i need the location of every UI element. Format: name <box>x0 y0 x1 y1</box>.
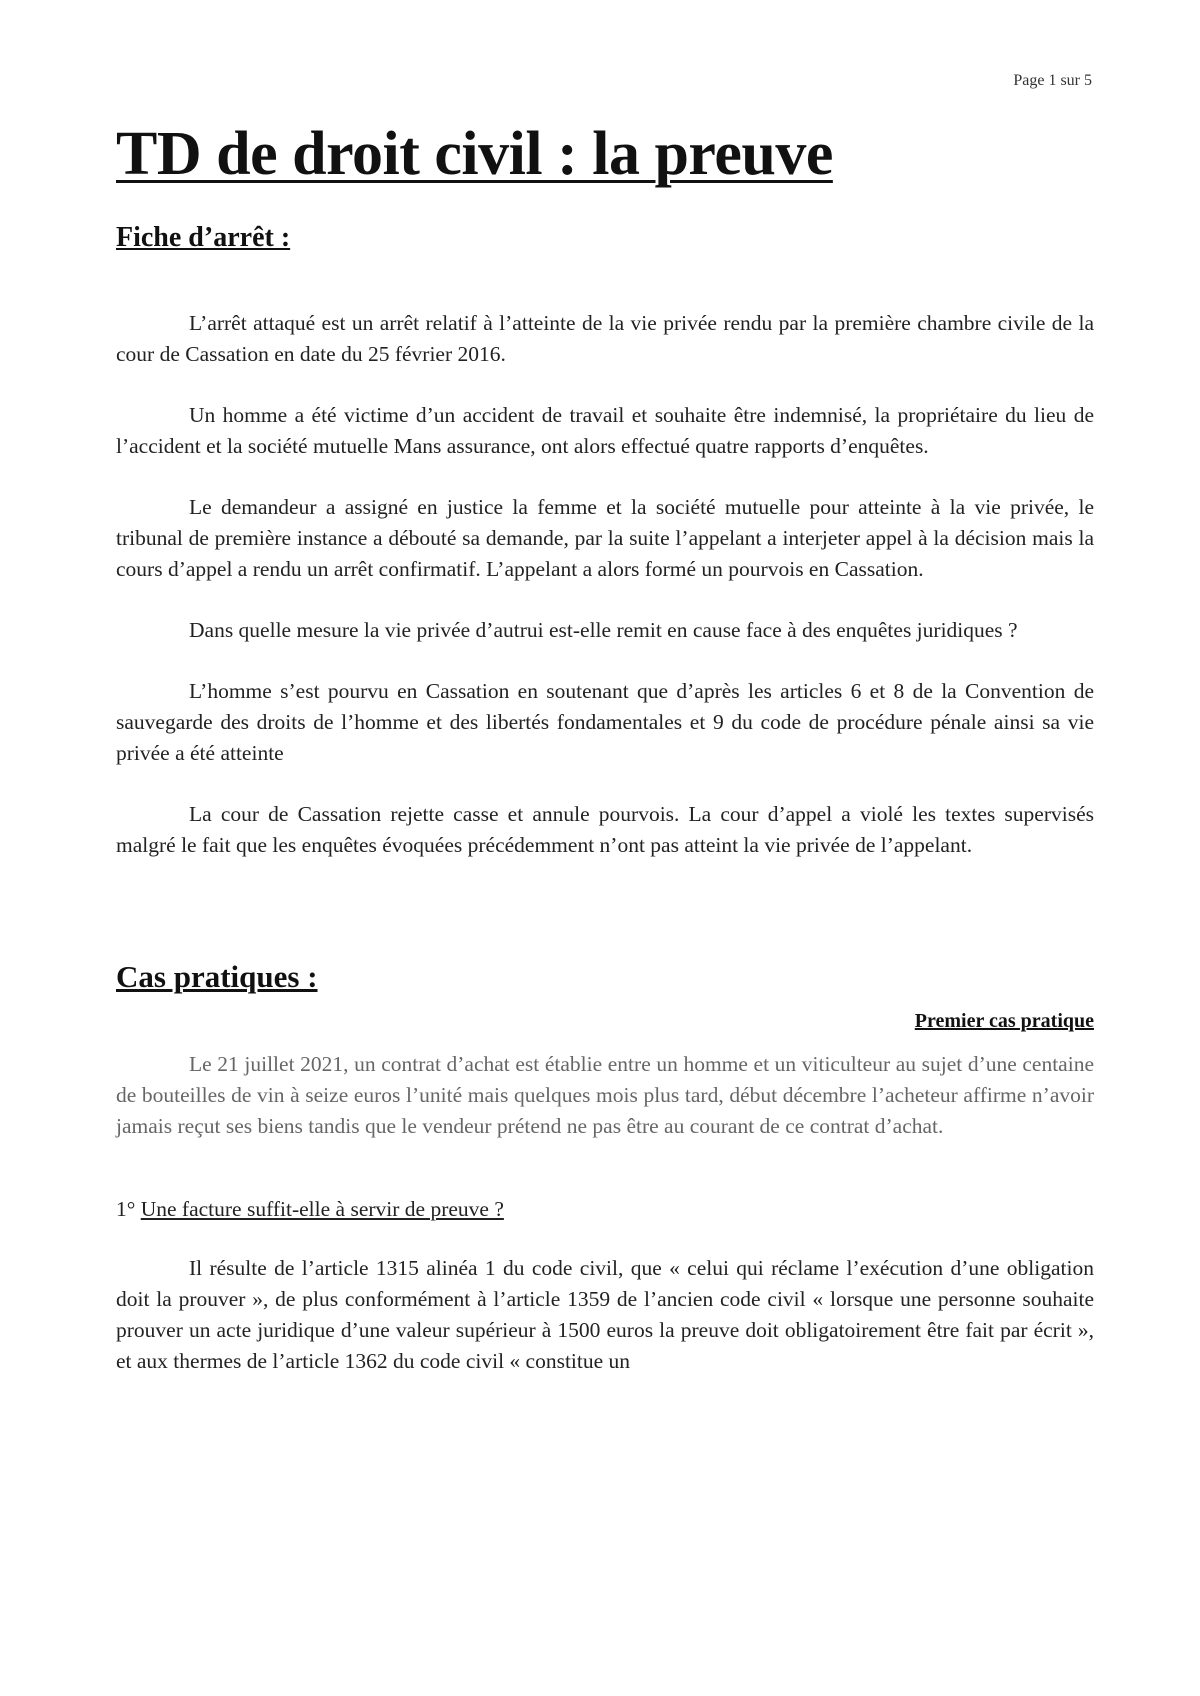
fiche-paragraph: L’homme s’est pourvu en Cassation en soutenant que d’après les articles 6 et 8 de la Convention de sauvegarde des droits de l’homme et des libertés fondamentales et 9 du code de procédure pénale ainsi sa vie privée a été atteinte <box>116 679 1094 765</box>
question-text: Une facture suffit-elle à servir de preuve ? <box>140 1197 504 1221</box>
case-intro-paragraph: Le 21 juillet 2021, un contrat d’achat est établie entre un homme et un viticulteur au sujet d’une centaine de bouteilles de vin à seize euros l’unité mais quelques mois plus tard, début décembre l’acheteur affirme n’avoir jamais reçut ses biens tandis que le vendeur prétend ne pas être au courant de ce contrat d’achat. <box>116 1052 1094 1138</box>
fiche-paragraph: L’arrêt attaqué est un arrêt relatif à l’atteinte de la vie privée rendu par la première chambre civile de la cour de Cassation en date du 25 février 2016. <box>116 311 1094 366</box>
fiche-heading: Fiche d’arrêt : <box>116 222 291 253</box>
fiche-paragraph: Le demandeur a assigné en justice la femme et la société mutuelle pour atteinte à la vie privée, le tribunal de première instance a débouté sa demande, par la suite l’appelant a interjeter appel à la décision mais la cours d’appel a rendu un arrêt confirmatif. L’appelant a alors formé un pourvois en Cassation. <box>116 495 1094 581</box>
cas-pratiques-heading: Cas pratiques : <box>116 959 318 994</box>
document-body <box>116 118 1094 1377</box>
answer-paragraph: Il résulte de l’article 1315 alinéa 1 du code civil, que « celui qui réclame l’exécution d’une obligation doit la prouver », de plus conformément à l’article 1359 de l’ancien code civil « lorsque une personne souhaite prouver un acte juridique d’une valeur supérieur à 1500 euros la preuve doit obligatoirement être fait par écrit », et aux thermes de l’article 1362 du code civil « constitue un <box>116 1256 1094 1373</box>
case-label: Premier cas pratique <box>914 1010 1094 1032</box>
page-number: Page 1 sur 5 <box>1013 72 1092 89</box>
document-title: TD de droit civil : la preuve <box>116 120 833 188</box>
question-number: 1° <box>116 1197 141 1221</box>
fiche-paragraph: Dans quelle mesure la vie privée d’autrui est-elle remit en cause face à des enquêtes juridiques ? <box>189 618 1018 642</box>
fiche-paragraph: La cour de Cassation rejette casse et annule pourvois. La cour d’appel a violé les textes supervisés malgré le fait que les enquêtes évoquées précédemment n’ont pas atteint la vie privée de l’appelant. <box>116 802 1094 857</box>
question-heading <box>116 1194 1094 1225</box>
fiche-paragraph: Un homme a été victime d’un accident de travail et souhaite être indemnisé, la propriétaire du lieu de l’accident et la société mutuelle Mans assurance, ont alors effectué quatre rapports d’enquêtes. <box>116 403 1094 458</box>
